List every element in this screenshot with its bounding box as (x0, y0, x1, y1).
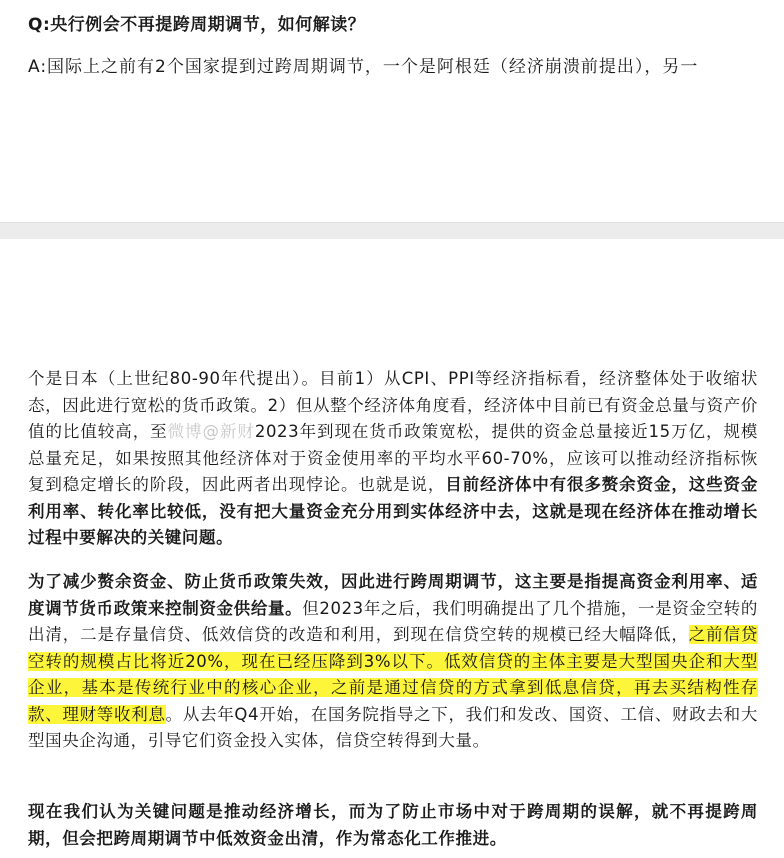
p1-bold: 目前经济体中有很多赘余资金，这些资金利用率、转化率比较低，没有把大量资金充分用到实体经济中去，这就是现在经济体在推动增长过程中要解决的关键问题。 (28, 475, 758, 547)
watermark: 微博@新财 (167, 422, 255, 441)
p2-text: 但2023年之后，我们明确提出了几个措施，一是资金空转的出清，二是存量信贷、低效信贷的改造和利用，到现在信贷空转的规模已经大幅降低， (28, 598, 758, 644)
p2-bold: 为了减少赘余资金、防止货币政策失效，因此进行跨周期调节，这主要是指提高资金利用率、适度调节货币政策来控制资金供给量。 (28, 572, 758, 618)
page-gap (0, 222, 784, 240)
page-top (0, 0, 784, 222)
p2-text-2: 。从去年Q4开始，在国务院指导之下，我们和发改、国资、工信、财政去和大型国央企沟通，引导它们资金投入实体，信贷空转得到大量 (28, 704, 758, 750)
paragraph-2 (28, 569, 758, 755)
paragraph-1 (28, 366, 758, 552)
p2-highlight: 之前信贷空转的规模占比将近20%，现在已经压降到3%以下。低效信贷的主体主要是大型国央企和大型企业，基本是传统行业中的核心企业，之前是通过信贷的方式拿到低息信贷，再去买结构性存款、理财等收利息 (28, 625, 758, 724)
p3-bold: 现在我们认为关键问题是推动经济增长，而为了防止市场中对于跨周期的误解，就不再提跨周期，但会把跨周期调节中低效资金出清，作为常态化工作推进。 (28, 802, 758, 848)
p2-tail: 。 (472, 731, 490, 750)
paragraph-3 (28, 799, 758, 852)
p1-text: 个是日本（上世纪80-90年代提出）。目前1）从CPI、PPI等经济指标看，经济整体处于收缩状态，因此进行宽松的货币政策。2）但从整个经济体角度看，经济体中目前已有资金总量与资产价值的比值较高，至 (28, 369, 758, 441)
answer-start: A:国际上之前有2个国家提到过跨周期调节，一个是阿根廷（经济崩溃前提出），另一 (28, 57, 699, 77)
p1-text-2: 2023年到现在货币政策宽松，提供的资金总量接近15万亿，规模总量充足，如果按照其他经济体对于资金使用率的平均水平60-70%，应该可以推动经济指标恢复到稳定增长的阶段，因此两者出现悖论。也就是说， (28, 422, 758, 494)
question: Q:央行例会不再提跨周期调节，如何解读？ (28, 15, 366, 35)
